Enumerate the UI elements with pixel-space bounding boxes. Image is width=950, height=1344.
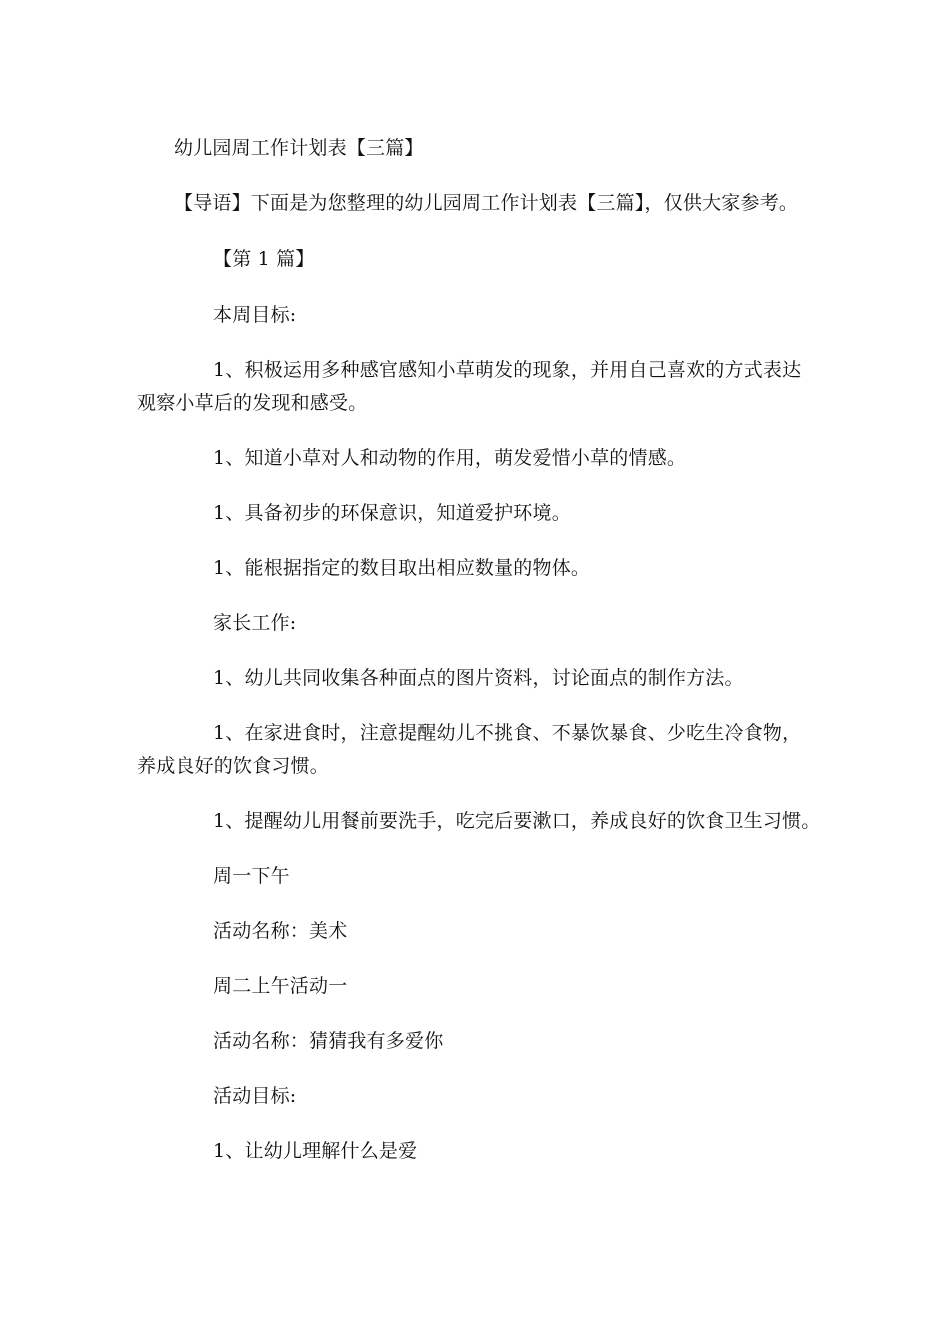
- goal-item-3: 1、具备初步的环保意识，知道爱护环境。: [213, 502, 571, 524]
- parent-item-3: 1、提醒幼儿用餐前要洗手，吃完后要漱口，养成良好的饮食卫生习惯。: [213, 810, 821, 832]
- parent-item-2-line1: 1、在家进食时，注意提醒幼儿不挑食、不暴饮暴食、少吃生冷食物，: [213, 722, 802, 744]
- monday-afternoon-heading: 周一下午: [213, 865, 290, 887]
- activity-goal-item-1: 1、让幼儿理解什么是爱: [213, 1140, 418, 1162]
- goal-item-1-line2: 观察小草后的发现和感受。: [137, 392, 368, 414]
- document-title: 幼儿园周工作计划表【三篇】: [174, 137, 424, 159]
- part-heading: 【第 1 篇】: [213, 248, 315, 270]
- goals-heading: 本周目标:: [213, 304, 297, 326]
- activity-name-art: 活动名称：美术: [213, 920, 348, 942]
- activity-goals-heading: 活动目标:: [213, 1085, 297, 1107]
- parent-item-1: 1、幼儿共同收集各种面点的图片资料，讨论面点的制作方法。: [213, 667, 744, 689]
- intro-paragraph: 【导语】下面是为您整理的幼儿园周工作计划表【三篇】，仅供大家参考。: [174, 192, 799, 214]
- parents-heading: 家长工作:: [213, 612, 297, 634]
- goal-item-4: 1、能根据指定的数目取出相应数量的物体。: [213, 557, 591, 579]
- activity-name-guess: 活动名称：猜猜我有多爱你: [213, 1030, 444, 1052]
- goal-item-2: 1、知道小草对人和动物的作用，萌发爱惜小草的情感。: [213, 447, 687, 469]
- goal-item-1-line1: 1、积极运用多种感官感知小草萌发的现象，并用自己喜欢的方式表达: [213, 359, 802, 381]
- tuesday-morning-heading: 周二上午活动一: [213, 975, 348, 997]
- parent-item-2-line2: 养成良好的饮食习惯。: [137, 755, 330, 777]
